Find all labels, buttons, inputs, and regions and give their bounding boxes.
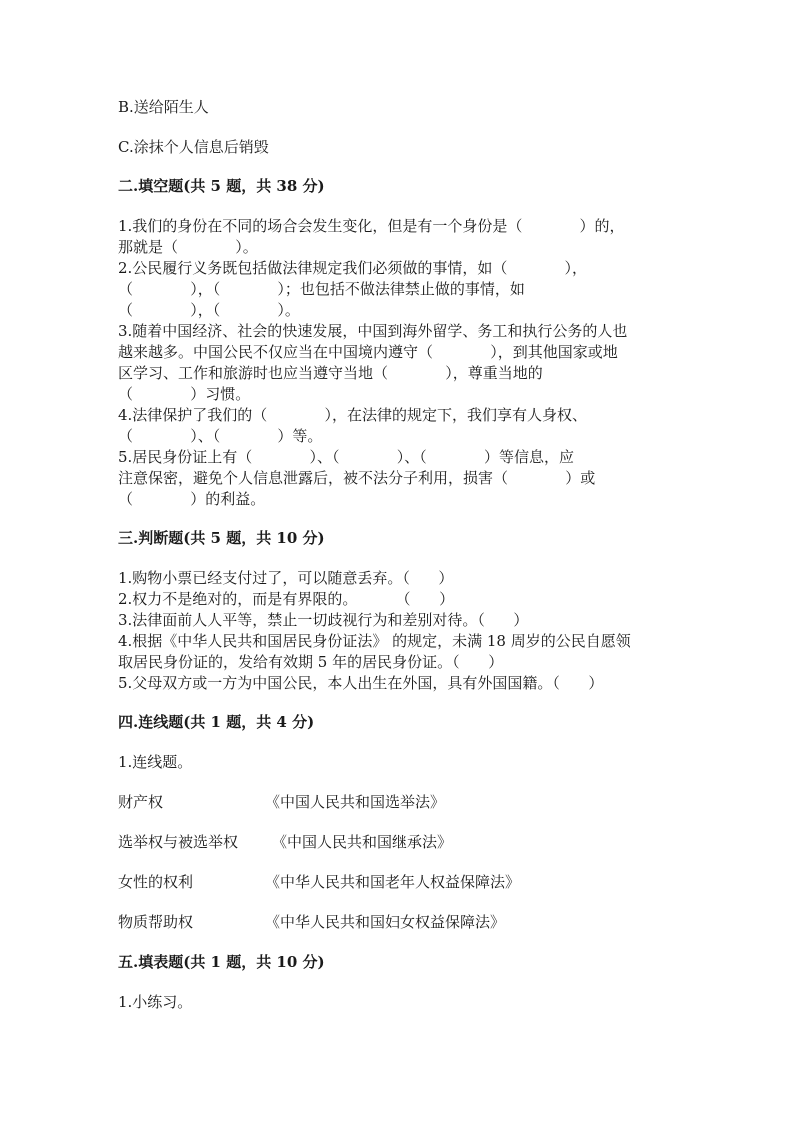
matching-left-item: 女性的权利 bbox=[118, 873, 194, 891]
option-c: C.涂抹个人信息后销毁 bbox=[118, 138, 269, 156]
fill-blank-line: （ ）、（ ）等。 bbox=[118, 427, 323, 445]
table-fill-heading: 五.填表题(共 1 题，共 10 分) bbox=[118, 953, 325, 971]
fill-blank-line: （ ）的利益。 bbox=[118, 490, 266, 508]
matching-right-item: 《中国人民共和国选举法》 bbox=[265, 793, 446, 811]
fill-blank-line: （ ），（ ）。 bbox=[118, 301, 300, 319]
matching-left-item: 财产权 bbox=[118, 793, 164, 811]
fill-blank-line: 5.居民身份证上有（ ）、（ ）、（ ）等信息，应 bbox=[118, 448, 574, 466]
fill-blank-line: 区学习、工作和旅游时也应当遵守当地（ ），尊重当地的 bbox=[118, 364, 543, 382]
judgment-line: 2.权力不是绝对的，而是有界限的。 （ ） bbox=[118, 590, 455, 608]
judgment-line: 1.购物小票已经支付过了，可以随意丢弃。（ ） bbox=[118, 569, 454, 587]
fill-blank-line: 2.公民履行义务既包括做法律规定我们必须做的事情，如（ ）， bbox=[118, 259, 588, 277]
matching-heading: 四.连线题(共 1 题，共 4 分) bbox=[118, 713, 315, 731]
matching-question: 1.连线题。 bbox=[118, 753, 193, 771]
judgment-line: 5.父母双方或一方为中国公民，本人出生在外国，具有外国国籍。（ ） bbox=[118, 674, 604, 692]
matching-left-item: 物质帮助权 bbox=[118, 913, 194, 931]
fill-blank-line: 越来越多。中国公民不仅应当在中国境内遵守（ ），到其他国家或地 bbox=[118, 343, 618, 361]
fill-blank-heading: 二.填空题(共 5 题，共 38 分) bbox=[118, 177, 325, 195]
judgment-line: 3.法律面前人人平等，禁止一切歧视行为和差别对待。（ ） bbox=[118, 611, 529, 629]
fill-blank-line: （ ），（ ）；也包括不做法律禁止做的事情，如 bbox=[118, 280, 525, 298]
fill-blank-line: （ ）习惯。 bbox=[118, 385, 251, 403]
matching-right-item: 《中华人民共和国老年人权益保障法》 bbox=[265, 873, 521, 891]
judgment-line: 4.根据《中华人民共和国居民身份证法》 的规定，未满 18 周岁的公民自愿领 bbox=[118, 632, 631, 650]
matching-right-item: 《中华人民共和国妇女权益保障法》 bbox=[265, 913, 506, 931]
judgment-heading: 三.判断题(共 5 题，共 10 分) bbox=[118, 529, 325, 547]
matching-right-item: 《中国人民共和国继承法》 bbox=[272, 833, 453, 851]
fill-blank-line: 3.随着中国经济、社会的快速发展，中国到海外留学、务工和执行公务的人也 bbox=[118, 322, 628, 340]
judgment-line: 取居民身份证的，发给有效期 5 年的居民身份证。（ ） bbox=[118, 653, 504, 671]
fill-blank-line: 1.我们的身份在不同的场合会发生变化，但是有一个身份是（ ）的， bbox=[118, 217, 625, 235]
matching-left-item: 选举权与被选举权 bbox=[118, 833, 239, 851]
table-fill-question: 1.小练习。 bbox=[118, 993, 193, 1011]
fill-blank-line: 那就是（ ）。 bbox=[118, 238, 258, 256]
option-b: B.送给陌生人 bbox=[118, 98, 209, 116]
fill-blank-line: 注意保密，避免个人信息泄露后，被不法分子利用，损害（ ）或 bbox=[118, 469, 596, 487]
fill-blank-line: 4.法律保护了我们的（ ），在法律的规定下，我们享有人身权、 bbox=[118, 406, 588, 424]
